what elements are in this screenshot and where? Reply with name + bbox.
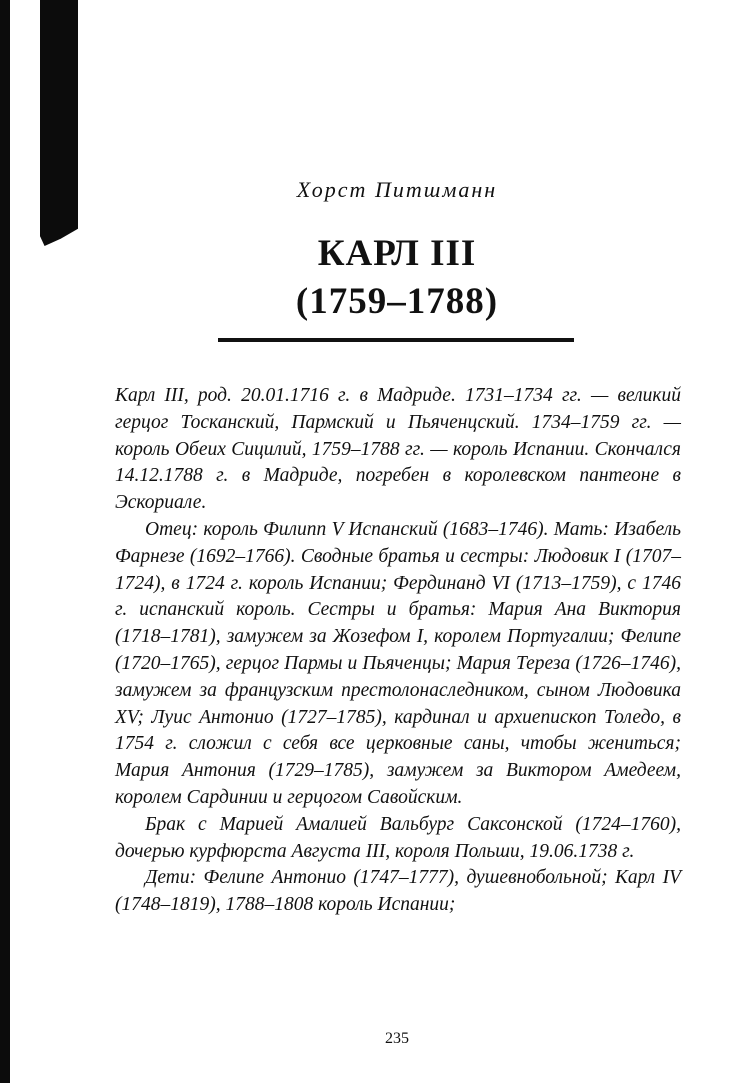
body-text — [115, 383, 681, 919]
page-number: 235 — [385, 1030, 409, 1047]
paragraph-family: Отец: король Филипп V Испанский (1683–1746). Мать: Изабель Фарнезе (1692–1766). Сводные братья и сестры: Людовик I (1707–1724), в 1724 г. король Испании; Фердинанд VI (1713–1759), с 1746 г. испанский король. Сестры и братья: Мария Ана Виктория (1718–1781), замужем за Жозефом I, королем Португалии; Фелипе (1720–1765), герцог Пармы и Пьяченцы; Мария Тереза (1726–1746), замужем за французским престолонаследником, сыном Людовика XV; Луис Антонио (1727–1785), кардинал и архиепископ Толедо, в 1754 г. сложил с себя все церковные саны, чтобы жениться; Мария Антония (1729–1785), замужем за Виктором Амедеем, королем Сардинии и герцогом Савойским. — [115, 518, 681, 808]
paragraph-marriage: Брак с Марией Амалией Вальбург Саксонской (1724–1760), дочерью курфюрста Августа III, короля Польши, 19.06.1738 г. — [115, 813, 681, 862]
title-line-name: КАРЛ III — [317, 233, 477, 274]
title-line-years: (1759–1788) — [295, 281, 499, 322]
page-edge-shadow — [0, 0, 10, 1083]
paragraph-biography: Карл III, род. 20.01.1716 г. в Мадриде. 1731–1734 гг. — великий герцог Тосканский, Пармский и Пьяченцский. 1734–1759 гг. — король Обеих Сицилий, 1759–1788 гг. — король Испании. Скончался 14.12.1788 г. в Мадриде, погребен в королевском пантеоне в Эскориале. — [115, 385, 681, 514]
chapter-title — [0, 230, 732, 326]
author-name: Хорст Питшманн — [296, 177, 498, 202]
title-divider — [218, 338, 574, 342]
paragraph-children: Дети: Фелипе Антонио (1747–1777), душевнобольной; Карл IV (1748–1819), 1788–1808 король Испании; — [115, 867, 681, 916]
bookmark-strip — [40, 0, 78, 246]
